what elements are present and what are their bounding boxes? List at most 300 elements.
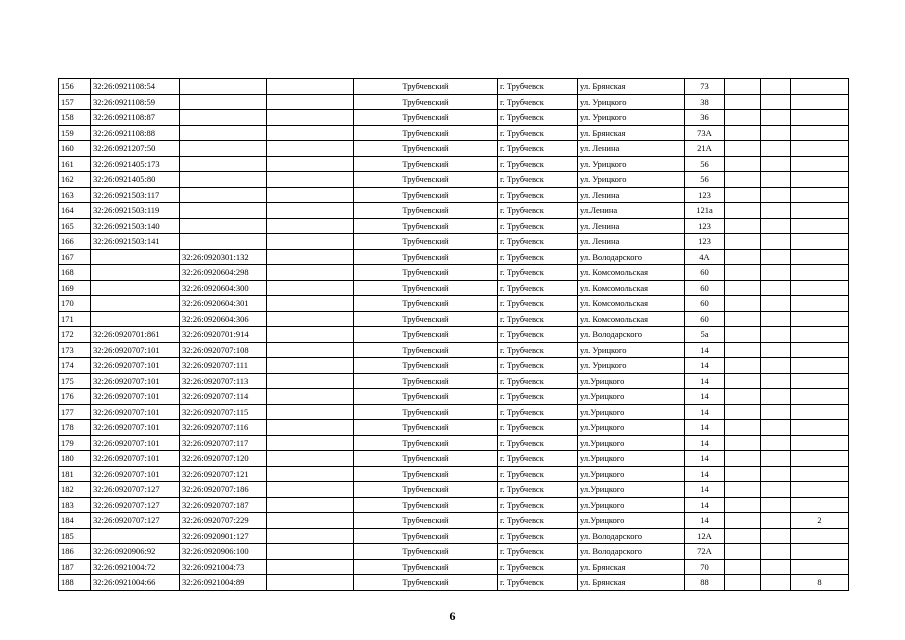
- cell-col-10: [761, 79, 791, 95]
- table-row: [59, 172, 849, 188]
- cell-row-number: 183: [59, 497, 91, 513]
- cell-building-cadastral-number: [180, 94, 267, 110]
- cell-col-9: [725, 110, 761, 126]
- table-row: [59, 404, 849, 420]
- cell-row-number: 156: [59, 79, 91, 95]
- cell-cadastral-number: 32:26:0920707:127: [91, 482, 180, 498]
- cell-col-9: [725, 513, 761, 529]
- cell-district: Трубчевский: [354, 94, 498, 110]
- cell-col-10: [761, 311, 791, 327]
- cell-row-number: 172: [59, 327, 91, 343]
- cell-col-10: [761, 497, 791, 513]
- cell-cadastral-number: 32:26:0921503:117: [91, 187, 180, 203]
- cell-cadastral-number: [91, 528, 180, 544]
- cell-building-cadastral-number: [180, 234, 267, 250]
- cell-cadastral-number: 32:26:0920906:92: [91, 544, 180, 560]
- table-row: [59, 125, 849, 141]
- cell-street: ул. Урицкого: [578, 110, 685, 126]
- cell-count: [791, 79, 849, 95]
- cell-extra-number: [267, 249, 354, 265]
- cell-house-number: 14: [685, 451, 725, 467]
- cell-extra-number: [267, 544, 354, 560]
- cell-cadastral-number: 32:26:0920707:101: [91, 420, 180, 436]
- cell-city: г. Трубчевск: [498, 94, 578, 110]
- cell-col-9: [725, 575, 761, 591]
- cell-cadastral-number: 32:26:0921503:140: [91, 218, 180, 234]
- cell-building-cadastral-number: 32:26:0920301:132: [180, 249, 267, 265]
- table-row: [59, 311, 849, 327]
- cell-extra-number: [267, 342, 354, 358]
- cell-row-number: 175: [59, 373, 91, 389]
- cell-col-10: [761, 358, 791, 374]
- cell-col-10: [761, 389, 791, 405]
- cell-extra-number: [267, 435, 354, 451]
- cell-district: Трубчевский: [354, 141, 498, 157]
- cell-district: Трубчевский: [354, 296, 498, 312]
- registry-body: [59, 79, 849, 591]
- cell-building-cadastral-number: [180, 218, 267, 234]
- cell-cadastral-number: 32:26:0921405:173: [91, 156, 180, 172]
- cell-cadastral-number: 32:26:0920707:101: [91, 466, 180, 482]
- cell-count: [791, 172, 849, 188]
- table-row: [59, 435, 849, 451]
- cell-col-9: [725, 420, 761, 436]
- cell-district: Трубчевский: [354, 218, 498, 234]
- cell-extra-number: [267, 327, 354, 343]
- cell-city: г. Трубчевск: [498, 358, 578, 374]
- cell-city: г. Трубчевск: [498, 451, 578, 467]
- table-row: [59, 110, 849, 126]
- cell-col-10: [761, 559, 791, 575]
- cell-house-number: 38: [685, 94, 725, 110]
- cell-col-9: [725, 404, 761, 420]
- cell-city: г. Трубчевск: [498, 373, 578, 389]
- cell-col-10: [761, 544, 791, 560]
- cell-col-9: [725, 466, 761, 482]
- cell-col-10: [761, 513, 791, 529]
- table-row: [59, 575, 849, 591]
- cell-district: Трубчевский: [354, 203, 498, 219]
- cell-house-number: 14: [685, 389, 725, 405]
- cell-row-number: 162: [59, 172, 91, 188]
- cell-district: Трубчевский: [354, 187, 498, 203]
- cell-count: [791, 156, 849, 172]
- cell-col-10: [761, 125, 791, 141]
- cell-count: 2: [791, 513, 849, 529]
- cell-col-9: [725, 296, 761, 312]
- table-row: [59, 497, 849, 513]
- cell-city: г. Трубчевск: [498, 513, 578, 529]
- cell-cadastral-number: 32:26:0920707:101: [91, 342, 180, 358]
- cell-house-number: 14: [685, 420, 725, 436]
- cell-street: ул. Урицкого: [578, 358, 685, 374]
- cell-street: ул.Урицкого: [578, 373, 685, 389]
- cell-house-number: 14: [685, 435, 725, 451]
- cell-count: [791, 125, 849, 141]
- cell-col-10: [761, 110, 791, 126]
- cell-col-9: [725, 234, 761, 250]
- cell-district: Трубчевский: [354, 327, 498, 343]
- cell-house-number: 121а: [685, 203, 725, 219]
- cell-row-number: 166: [59, 234, 91, 250]
- cell-cadastral-number: 32:26:0921004:66: [91, 575, 180, 591]
- cell-house-number: 72А: [685, 544, 725, 560]
- cell-district: Трубчевский: [354, 342, 498, 358]
- cell-col-9: [725, 203, 761, 219]
- cell-city: г. Трубчевск: [498, 389, 578, 405]
- cell-house-number: 14: [685, 404, 725, 420]
- cell-cadastral-number: 32:26:0920707:101: [91, 451, 180, 467]
- cell-count: [791, 358, 849, 374]
- cell-city: г. Трубчевск: [498, 544, 578, 560]
- cell-col-9: [725, 280, 761, 296]
- cell-extra-number: [267, 559, 354, 575]
- cell-count: [791, 404, 849, 420]
- table-row: [59, 141, 849, 157]
- cell-house-number: 73: [685, 79, 725, 95]
- cell-extra-number: [267, 404, 354, 420]
- cell-extra-number: [267, 466, 354, 482]
- cell-row-number: 180: [59, 451, 91, 467]
- cell-building-cadastral-number: [180, 110, 267, 126]
- cell-extra-number: [267, 141, 354, 157]
- cell-col-10: [761, 296, 791, 312]
- cell-building-cadastral-number: 32:26:0920604:301: [180, 296, 267, 312]
- cell-row-number: 174: [59, 358, 91, 374]
- cell-extra-number: [267, 94, 354, 110]
- cell-street: ул. Комсомольская: [578, 311, 685, 327]
- cell-building-cadastral-number: 32:26:0920707:187: [180, 497, 267, 513]
- cell-col-10: [761, 141, 791, 157]
- cell-building-cadastral-number: [180, 156, 267, 172]
- table-row: [59, 513, 849, 529]
- table-row: [59, 420, 849, 436]
- cell-row-number: 161: [59, 156, 91, 172]
- cell-district: Трубчевский: [354, 79, 498, 95]
- table-row: [59, 249, 849, 265]
- cell-street: ул. Брянская: [578, 79, 685, 95]
- cell-count: [791, 141, 849, 157]
- cell-house-number: 12А: [685, 528, 725, 544]
- cell-extra-number: [267, 358, 354, 374]
- cell-house-number: 14: [685, 513, 725, 529]
- cell-extra-number: [267, 156, 354, 172]
- table-row: [59, 358, 849, 374]
- cell-street: ул. Урицкого: [578, 342, 685, 358]
- cell-house-number: 73А: [685, 125, 725, 141]
- cell-col-9: [725, 141, 761, 157]
- cell-col-9: [725, 79, 761, 95]
- cell-house-number: 88: [685, 575, 725, 591]
- cell-city: г. Трубчевск: [498, 141, 578, 157]
- cell-col-9: [725, 389, 761, 405]
- cell-house-number: 56: [685, 172, 725, 188]
- cell-house-number: 60: [685, 296, 725, 312]
- cell-building-cadastral-number: 32:26:0920604:300: [180, 280, 267, 296]
- cell-house-number: 60: [685, 311, 725, 327]
- cell-row-number: 177: [59, 404, 91, 420]
- cell-building-cadastral-number: 32:26:0920707:114: [180, 389, 267, 405]
- cell-col-9: [725, 451, 761, 467]
- cell-extra-number: [267, 513, 354, 529]
- cell-city: г. Трубчевск: [498, 404, 578, 420]
- cell-col-9: [725, 172, 761, 188]
- cell-district: Трубчевский: [354, 234, 498, 250]
- cell-district: Трубчевский: [354, 110, 498, 126]
- cell-count: [791, 435, 849, 451]
- table-row: [59, 280, 849, 296]
- cell-col-10: [761, 528, 791, 544]
- cell-row-number: 178: [59, 420, 91, 436]
- cell-house-number: 14: [685, 482, 725, 498]
- cell-street: ул.Урицкого: [578, 389, 685, 405]
- cell-city: г. Трубчевск: [498, 249, 578, 265]
- cell-city: г. Трубчевск: [498, 110, 578, 126]
- cell-street: ул. Комсомольская: [578, 265, 685, 281]
- cell-count: [791, 234, 849, 250]
- cell-row-number: 168: [59, 265, 91, 281]
- cell-col-9: [725, 497, 761, 513]
- cell-building-cadastral-number: 32:26:0920707:121: [180, 466, 267, 482]
- cell-col-9: [725, 156, 761, 172]
- cell-count: [791, 497, 849, 513]
- cell-street: ул. Володарского: [578, 249, 685, 265]
- cell-count: [791, 389, 849, 405]
- cell-count: 8: [791, 575, 849, 591]
- cell-district: Трубчевский: [354, 575, 498, 591]
- cell-street: ул.Урицкого: [578, 435, 685, 451]
- cell-building-cadastral-number: 32:26:0920707:186: [180, 482, 267, 498]
- table-row: [59, 265, 849, 281]
- cell-street: ул.Урицкого: [578, 497, 685, 513]
- cell-count: [791, 482, 849, 498]
- cell-house-number: 14: [685, 342, 725, 358]
- cell-count: [791, 466, 849, 482]
- cell-building-cadastral-number: 32:26:0920604:298: [180, 265, 267, 281]
- cell-extra-number: [267, 497, 354, 513]
- table-row: [59, 203, 849, 219]
- cell-house-number: 60: [685, 280, 725, 296]
- cell-district: Трубчевский: [354, 373, 498, 389]
- cell-col-9: [725, 544, 761, 560]
- cell-extra-number: [267, 420, 354, 436]
- cell-district: Трубчевский: [354, 544, 498, 560]
- table-row: [59, 187, 849, 203]
- cell-extra-number: [267, 451, 354, 467]
- cell-extra-number: [267, 528, 354, 544]
- cell-street: ул. Ленина: [578, 187, 685, 203]
- cell-cadastral-number: 32:26:0920707:101: [91, 358, 180, 374]
- cell-district: Трубчевский: [354, 513, 498, 529]
- cell-cadastral-number: 32:26:0921004:72: [91, 559, 180, 575]
- cell-district: Трубчевский: [354, 528, 498, 544]
- cell-district: Трубчевский: [354, 389, 498, 405]
- cell-city: г. Трубчевск: [498, 203, 578, 219]
- cell-house-number: 36: [685, 110, 725, 126]
- cell-extra-number: [267, 389, 354, 405]
- cell-building-cadastral-number: [180, 79, 267, 95]
- cell-street: ул. Володарского: [578, 528, 685, 544]
- cell-street: ул. Ленина: [578, 141, 685, 157]
- cell-building-cadastral-number: [180, 141, 267, 157]
- cell-extra-number: [267, 234, 354, 250]
- cell-count: [791, 559, 849, 575]
- cell-row-number: 173: [59, 342, 91, 358]
- cell-street: ул. Брянская: [578, 559, 685, 575]
- cell-col-10: [761, 342, 791, 358]
- cell-col-10: [761, 420, 791, 436]
- page-number: 6: [449, 609, 456, 623]
- cell-extra-number: [267, 311, 354, 327]
- cell-col-10: [761, 482, 791, 498]
- cell-district: Трубчевский: [354, 249, 498, 265]
- cell-street: ул. Ленина: [578, 218, 685, 234]
- cell-count: [791, 187, 849, 203]
- cell-col-10: [761, 187, 791, 203]
- cell-row-number: 186: [59, 544, 91, 560]
- cell-col-9: [725, 358, 761, 374]
- table-row: [59, 528, 849, 544]
- cell-col-9: [725, 528, 761, 544]
- cell-cadastral-number: 32:26:0921108:88: [91, 125, 180, 141]
- cell-house-number: 123: [685, 234, 725, 250]
- cell-building-cadastral-number: 32:26:0920707:120: [180, 451, 267, 467]
- cell-building-cadastral-number: 32:26:0921004:73: [180, 559, 267, 575]
- cell-col-10: [761, 404, 791, 420]
- cell-col-10: [761, 280, 791, 296]
- cell-street: ул. Комсомольская: [578, 296, 685, 312]
- cell-city: г. Трубчевск: [498, 420, 578, 436]
- cell-col-9: [725, 94, 761, 110]
- cell-building-cadastral-number: 32:26:0920707:111: [180, 358, 267, 374]
- cell-city: г. Трубчевск: [498, 342, 578, 358]
- cell-cadastral-number: 32:26:0920707:101: [91, 435, 180, 451]
- cell-col-10: [761, 327, 791, 343]
- property-registry-table: [58, 78, 849, 591]
- document-sheet: [58, 78, 848, 591]
- cell-row-number: 182: [59, 482, 91, 498]
- cell-cadastral-number: [91, 265, 180, 281]
- cell-cadastral-number: 32:26:0920707:101: [91, 404, 180, 420]
- cell-house-number: 123: [685, 187, 725, 203]
- table-row: [59, 559, 849, 575]
- cell-count: [791, 311, 849, 327]
- cell-city: г. Трубчевск: [498, 218, 578, 234]
- cell-house-number: 4А: [685, 249, 725, 265]
- cell-col-9: [725, 311, 761, 327]
- cell-street: ул.Урицкого: [578, 466, 685, 482]
- cell-street: ул.Урицкого: [578, 482, 685, 498]
- cell-house-number: 14: [685, 358, 725, 374]
- table-row: [59, 94, 849, 110]
- cell-col-10: [761, 466, 791, 482]
- cell-cadastral-number: 32:26:0921405:80: [91, 172, 180, 188]
- cell-col-9: [725, 327, 761, 343]
- cell-city: г. Трубчевск: [498, 311, 578, 327]
- cell-district: Трубчевский: [354, 172, 498, 188]
- cell-street: ул. Комсомольская: [578, 280, 685, 296]
- cell-col-9: [725, 373, 761, 389]
- cell-cadastral-number: 32:26:0921108:87: [91, 110, 180, 126]
- cell-col-9: [725, 125, 761, 141]
- cell-row-number: 160: [59, 141, 91, 157]
- cell-city: г. Трубчевск: [498, 559, 578, 575]
- cell-row-number: 165: [59, 218, 91, 234]
- table-row: [59, 544, 849, 560]
- cell-district: Трубчевский: [354, 482, 498, 498]
- cell-city: г. Трубчевск: [498, 435, 578, 451]
- cell-building-cadastral-number: 32:26:0920707:117: [180, 435, 267, 451]
- cell-col-10: [761, 575, 791, 591]
- cell-row-number: 179: [59, 435, 91, 451]
- cell-house-number: 123: [685, 218, 725, 234]
- cell-row-number: 184: [59, 513, 91, 529]
- cell-row-number: 171: [59, 311, 91, 327]
- cell-district: Трубчевский: [354, 559, 498, 575]
- cell-building-cadastral-number: 32:26:0920707:229: [180, 513, 267, 529]
- cell-house-number: 14: [685, 466, 725, 482]
- cell-cadastral-number: 32:26:0920707:101: [91, 373, 180, 389]
- cell-city: г. Трубчевск: [498, 575, 578, 591]
- cell-street: ул. Брянская: [578, 575, 685, 591]
- cell-city: г. Трубчевск: [498, 79, 578, 95]
- cell-extra-number: [267, 187, 354, 203]
- cell-cadastral-number: 32:26:0920707:101: [91, 389, 180, 405]
- cell-district: Трубчевский: [354, 420, 498, 436]
- cell-street: ул. Брянская: [578, 125, 685, 141]
- cell-cadastral-number: 32:26:0921503:119: [91, 203, 180, 219]
- cell-street: ул. Ленина: [578, 234, 685, 250]
- cell-building-cadastral-number: [180, 187, 267, 203]
- cell-col-9: [725, 482, 761, 498]
- cell-house-number: 14: [685, 373, 725, 389]
- cell-cadastral-number: [91, 296, 180, 312]
- cell-district: Трубчевский: [354, 451, 498, 467]
- cell-cadastral-number: 32:26:0920707:127: [91, 497, 180, 513]
- cell-city: г. Трубчевск: [498, 280, 578, 296]
- cell-building-cadastral-number: 32:26:0920901:127: [180, 528, 267, 544]
- cell-col-10: [761, 156, 791, 172]
- cell-extra-number: [267, 218, 354, 234]
- cell-row-number: 164: [59, 203, 91, 219]
- cell-count: [791, 373, 849, 389]
- cell-district: Трубчевский: [354, 404, 498, 420]
- table-row: [59, 296, 849, 312]
- cell-row-number: 170: [59, 296, 91, 312]
- cell-col-10: [761, 373, 791, 389]
- cell-cadastral-number: [91, 249, 180, 265]
- cell-building-cadastral-number: 32:26:0920707:113: [180, 373, 267, 389]
- cell-cadastral-number: 32:26:0921108:54: [91, 79, 180, 95]
- cell-building-cadastral-number: 32:26:0920701:914: [180, 327, 267, 343]
- cell-col-10: [761, 249, 791, 265]
- cell-city: г. Трубчевск: [498, 172, 578, 188]
- cell-building-cadastral-number: 32:26:0921004:89: [180, 575, 267, 591]
- cell-extra-number: [267, 482, 354, 498]
- cell-count: [791, 544, 849, 560]
- cell-district: Трубчевский: [354, 280, 498, 296]
- cell-city: г. Трубчевск: [498, 528, 578, 544]
- cell-street: ул.Ленина: [578, 203, 685, 219]
- cell-building-cadastral-number: [180, 125, 267, 141]
- cell-col-9: [725, 218, 761, 234]
- cell-city: г. Трубчевск: [498, 234, 578, 250]
- cell-building-cadastral-number: 32:26:0920906:100: [180, 544, 267, 560]
- cell-house-number: 21А: [685, 141, 725, 157]
- cell-row-number: 163: [59, 187, 91, 203]
- cell-house-number: 60: [685, 265, 725, 281]
- cell-district: Трубчевский: [354, 265, 498, 281]
